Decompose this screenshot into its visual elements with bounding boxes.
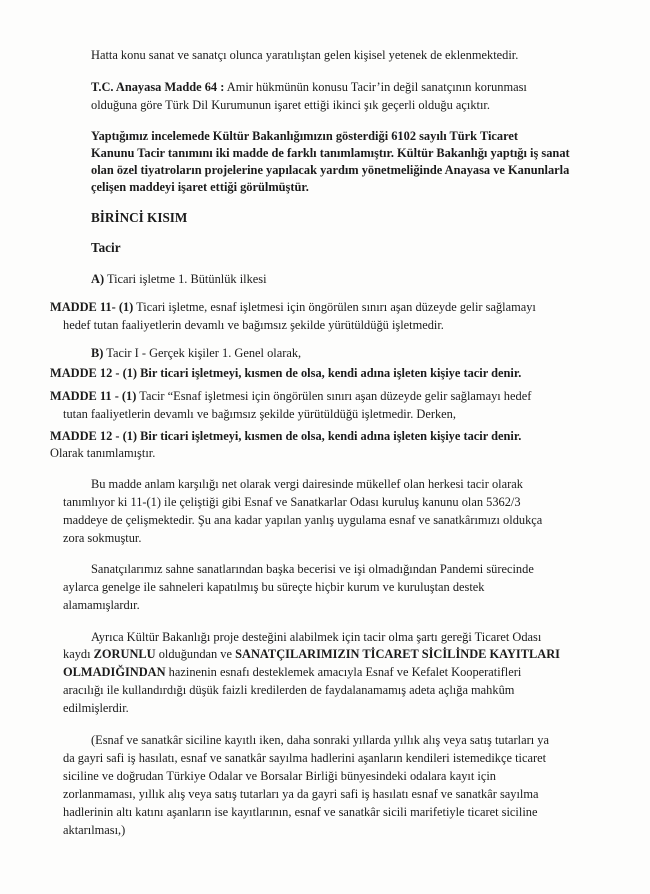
paragraph-line: zora sokmuştur.: [63, 531, 142, 545]
emphasis-text: SANATÇILARIMIZIN TİCARET SİCİLİNDE KAYITLARI: [235, 647, 560, 661]
item-a-text: Ticari işletme 1. Bütünlük ilkesi: [104, 272, 267, 286]
paragraph-line: [63, 647, 560, 661]
article-12-line: MADDE 12 - (1) Bir ticari işletmeyi, kısmen de olsa, kendi adına işleten kişiye tacir denir.: [50, 366, 522, 380]
section-subtitle: Tacir: [91, 240, 121, 255]
paragraph-line: Hatta konu sanat ve sanatçı olunca yaratılıştan gelen kişisel yetenek de eklenmektedir.: [91, 48, 519, 62]
article-11-quote-line: [50, 389, 531, 403]
paragraph-line: maddeye de çelişmektedir. Şu ana kadar yapılan yanlış uygulama esnaf ve sanatkârımızı oldukça: [63, 513, 543, 527]
paragraph-line: alamamışlardır.: [63, 598, 140, 612]
paragraph-line: Ayrıca Kültür Bakanlığı proje desteğini alabilmek için tacir olma şartı gereği Ticaret Odası: [91, 630, 542, 644]
paragraph-line: (Esnaf ve sanatkâr siciline kayıtlı iken, daha sonraki yıllarda yıllık alış veya satış tutarları ya: [91, 733, 549, 747]
item-b-label: B): [91, 346, 104, 360]
constitution-article-label: T.C. Anayasa Madde 64 :: [91, 80, 225, 94]
paragraph-text: kaydı: [63, 647, 94, 661]
paragraph-text: hazinenin esnafı desteklemek amacıyla Esnaf ve Kefalet Kooperatifleri: [165, 665, 522, 679]
emphasis-text: ZORUNLU: [93, 647, 156, 661]
paragraph-line: aktarılması,): [63, 823, 126, 837]
paragraph-line: [63, 665, 521, 679]
bold-paragraph-line: olan özel tiyatroların projelerine yapılacak yardım yönetmeliğinde Anayasa ve Kanunlarla: [91, 163, 570, 177]
bold-paragraph-line: çelişen maddeyi işaret ettiği görülmüştür.: [91, 180, 309, 194]
item-b-line: [91, 346, 301, 360]
item-a-label: A): [91, 272, 105, 286]
article-11-line: [50, 300, 536, 314]
article-11-quote-label: MADDE 11 - (1): [50, 389, 137, 403]
paragraph-line: [91, 80, 527, 94]
paragraph-line: aylarca genelge ile sahneleri kapatılmış bu süreçte hiçbir kurum ve kuruluştan destek: [63, 580, 485, 594]
article-12-quote-line: Olarak tanımlamıştır.: [50, 446, 156, 460]
article-11-quote-text: Tacir “Esnaf işletmesi için öngörülen sınırı aşan düzeyde gelir sağlamayı hedef: [136, 389, 532, 403]
emphasis-text: OLMADIĞINDAN: [63, 665, 166, 679]
paragraph-line: zorlanmaması, yıllık alış veya satış tutarları ya da gayri safi iş hasılatı esnaf ve sanatkâr sayılma: [63, 787, 539, 801]
paragraph-line: tanımlıyor ki 11-(1) ile çeliştiği gibi Esnaf ve Sanatkarlar Odası kuruluş kanunu olan 5362/3: [63, 495, 521, 509]
article-11-quote-line: tutan faaliyetlerin devamlı ve bağımsız şekilde yürütüldüğü işletmedir. Derken,: [63, 407, 456, 421]
paragraph-line: da gayri safi iş hasılatı, esnaf ve sanatkâr sayılma hadlerini aşanların kendileri istemedikçe ticaret: [63, 751, 547, 765]
paragraph-text: Amir hükmünün konusu Tacir’in değil sanatçının korunması: [224, 80, 527, 94]
bold-paragraph-line: Kanunu Tacir tanımını iki madde de farklı tanımlamıştır. Kültür Bakanlığı yaptığı iş sanat: [91, 146, 570, 160]
paragraph-line: Sanatçılarımız sahne sanatlarından başka becerisi ve işi olmadığından Pandemi sürecinde: [91, 562, 534, 576]
paragraph-line: siciline ve doğrudan Türkiye Odalar ve Borsalar Birliği bünyesindeki odalara kayıt için: [63, 769, 496, 783]
article-11-label: MADDE 11- (1): [50, 300, 134, 314]
article-11-text: Ticari işletme, esnaf işletmesi için öngörülen sınırı aşan düzeyde gelir sağlamayı: [133, 300, 536, 314]
paragraph-line: Bu madde anlam karşılığı net olarak vergi dairesinde mükellef olan herkesi tacir olarak: [91, 477, 523, 491]
paragraph-line: edilmişlerdir.: [63, 701, 129, 715]
item-b-text: Tacir I - Gerçek kişiler 1. Genel olarak,: [103, 346, 302, 360]
paragraph-line: aracılığı ile kullandırdığı düşük faizli kredilerden de faydalanamamış adeta açlığa mahkûm: [63, 683, 515, 697]
section-title: BİRİNCİ KISIM: [91, 210, 188, 225]
paragraph-line: hadlerinin altı katını aşanların ise kayıtlarının, esnaf ve sanatkâr sicili marifetiyle ticaret siciline: [63, 805, 538, 819]
paragraph-text: olduğundan ve: [155, 647, 236, 661]
article-11-line: hedef tutan faaliyetlerin devamlı ve bağımsız şekilde yürütüldüğü işletmedir.: [63, 318, 444, 332]
paragraph-line: olduğuna göre Türk Dil Kurumunun işaret ettiği ikinci şık geçerli olduğu açıktır.: [91, 98, 490, 112]
article-12-quote-line: MADDE 12 - (1) Bir ticari işletmeyi, kısmen de olsa, kendi adına işleten kişiye tacir denir.: [50, 429, 522, 443]
item-a-line: [91, 272, 267, 286]
bold-paragraph-line: Yaptığımız incelemede Kültür Bakanlığımızın gösterdiği 6102 sayılı Türk Ticaret: [91, 129, 519, 143]
